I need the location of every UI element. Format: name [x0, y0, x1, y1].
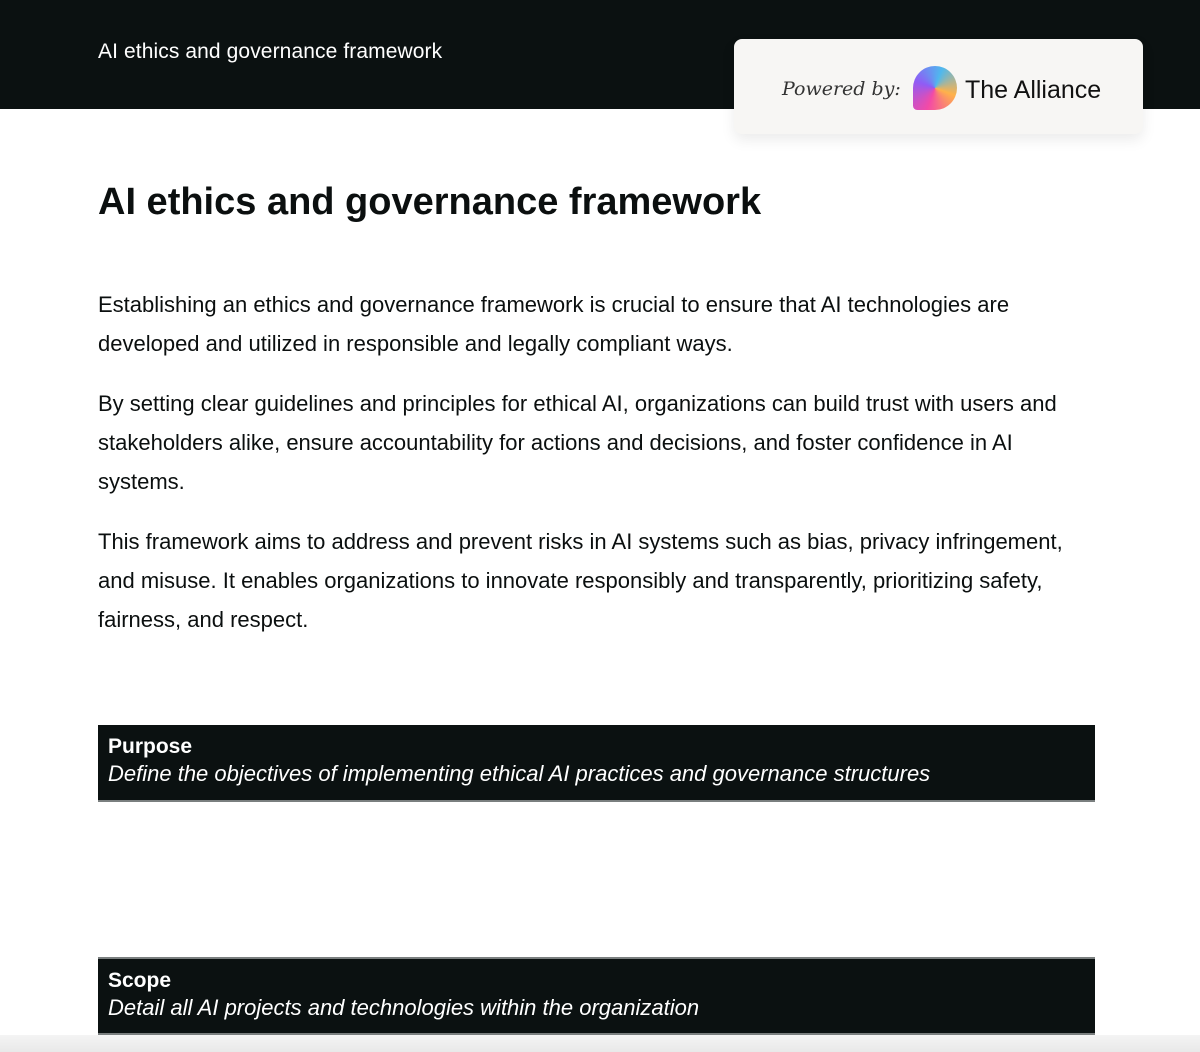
- powered-by-label: Powered by:: [782, 78, 901, 100]
- intro-text: [98, 285, 1098, 660]
- section-description: Detail all AI projects and technologies within the organization: [108, 995, 700, 1020]
- intro-paragraph: By setting clear guidelines and principles for ethical AI, organizations can build trust with users and stakeholders alike, ensure accountability for actions and decisions, and foster confidence in AI systems.: [98, 391, 1057, 494]
- bottom-edge: [0, 1035, 1200, 1052]
- intro-paragraph: Establishing an ethics and governance framework is crucial to ensure that AI technologies are developed and utilized in responsible and legally compliant ways.: [98, 292, 1010, 356]
- alliance-logo-icon: [913, 66, 957, 110]
- brand-name: The Alliance: [965, 76, 1102, 104]
- section-description: Define the objectives of implementing ethical AI practices and governance structures: [108, 761, 931, 786]
- intro-paragraph: This framework aims to address and prevent risks in AI systems such as bias, privacy infringement, and misuse. It enables organizations to innovate responsibly and transparently, prioritizing safety, fairness, and respect.: [98, 529, 1063, 632]
- section-title: Purpose: [108, 735, 193, 758]
- section-purpose: [98, 725, 1095, 802]
- page-title: AI ethics and governance framework: [98, 181, 762, 223]
- section-title: Scope: [108, 969, 172, 992]
- header-title: AI ethics and governance framework: [98, 40, 443, 63]
- section-scope: [98, 957, 1095, 1035]
- powered-by-card[interactable]: [734, 39, 1143, 134]
